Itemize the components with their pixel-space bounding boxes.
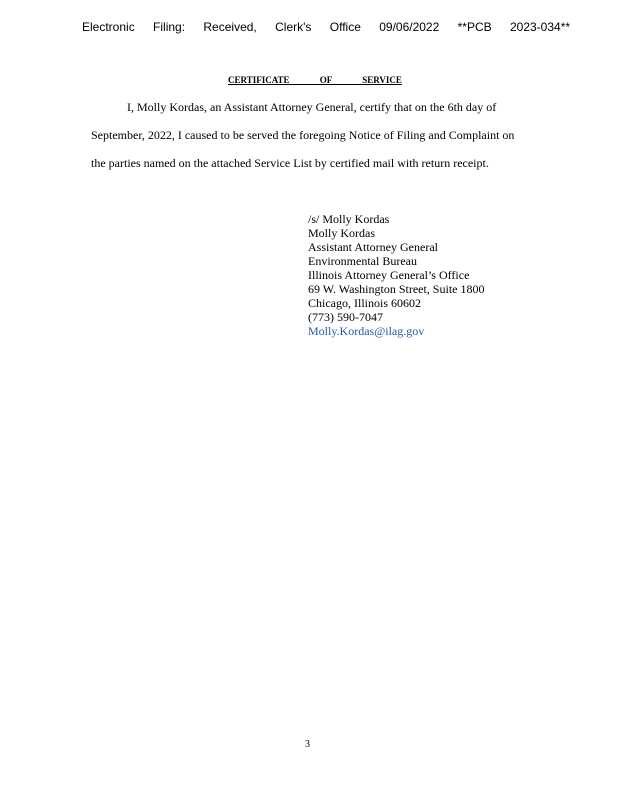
- signer-phone: (773) 590-7047: [308, 310, 383, 324]
- signer-city: Chicago, Illinois 60602: [308, 296, 421, 310]
- signature-line: /s/ Molly Kordas: [308, 212, 390, 226]
- signer-name: Molly Kordas: [308, 226, 375, 240]
- header-part: Filing:: [153, 20, 186, 34]
- header-part: Clerk's: [275, 20, 312, 34]
- signer-bureau: Environmental Bureau: [308, 254, 417, 268]
- header-part: Office: [329, 20, 361, 34]
- signer-title: Assistant Attorney General: [308, 240, 438, 254]
- signer-street: 69 W. Washington Street, Suite 1800: [308, 282, 485, 296]
- certification-line-1: I, Molly Kordas, an Assistant Attorney General, certify that on the 6th day of: [127, 100, 497, 114]
- header-part: **PCB: [457, 20, 492, 34]
- header-part: Received,: [203, 20, 257, 34]
- filing-stamp-header: [82, 20, 584, 34]
- signer-office: Illinois Attorney General’s Office: [308, 268, 470, 282]
- page-number: 3: [305, 739, 310, 750]
- certification-line-3: the parties named on the attached Service List by certified mail with return receipt.: [91, 156, 489, 170]
- header-part: Electronic: [82, 20, 135, 34]
- header-date: 09/06/2022: [379, 20, 440, 34]
- certification-line-2: September, 2022, I caused to be served the foregoing Notice of Filing and Complaint on: [91, 128, 515, 142]
- document-title: CERTIFICATE OF SERVICE: [228, 75, 402, 85]
- header-case-number: 2023-034**: [509, 20, 571, 34]
- signer-email-link[interactable]: Molly.Kordas@ilag.gov: [308, 324, 425, 338]
- signature-block: [308, 212, 484, 338]
